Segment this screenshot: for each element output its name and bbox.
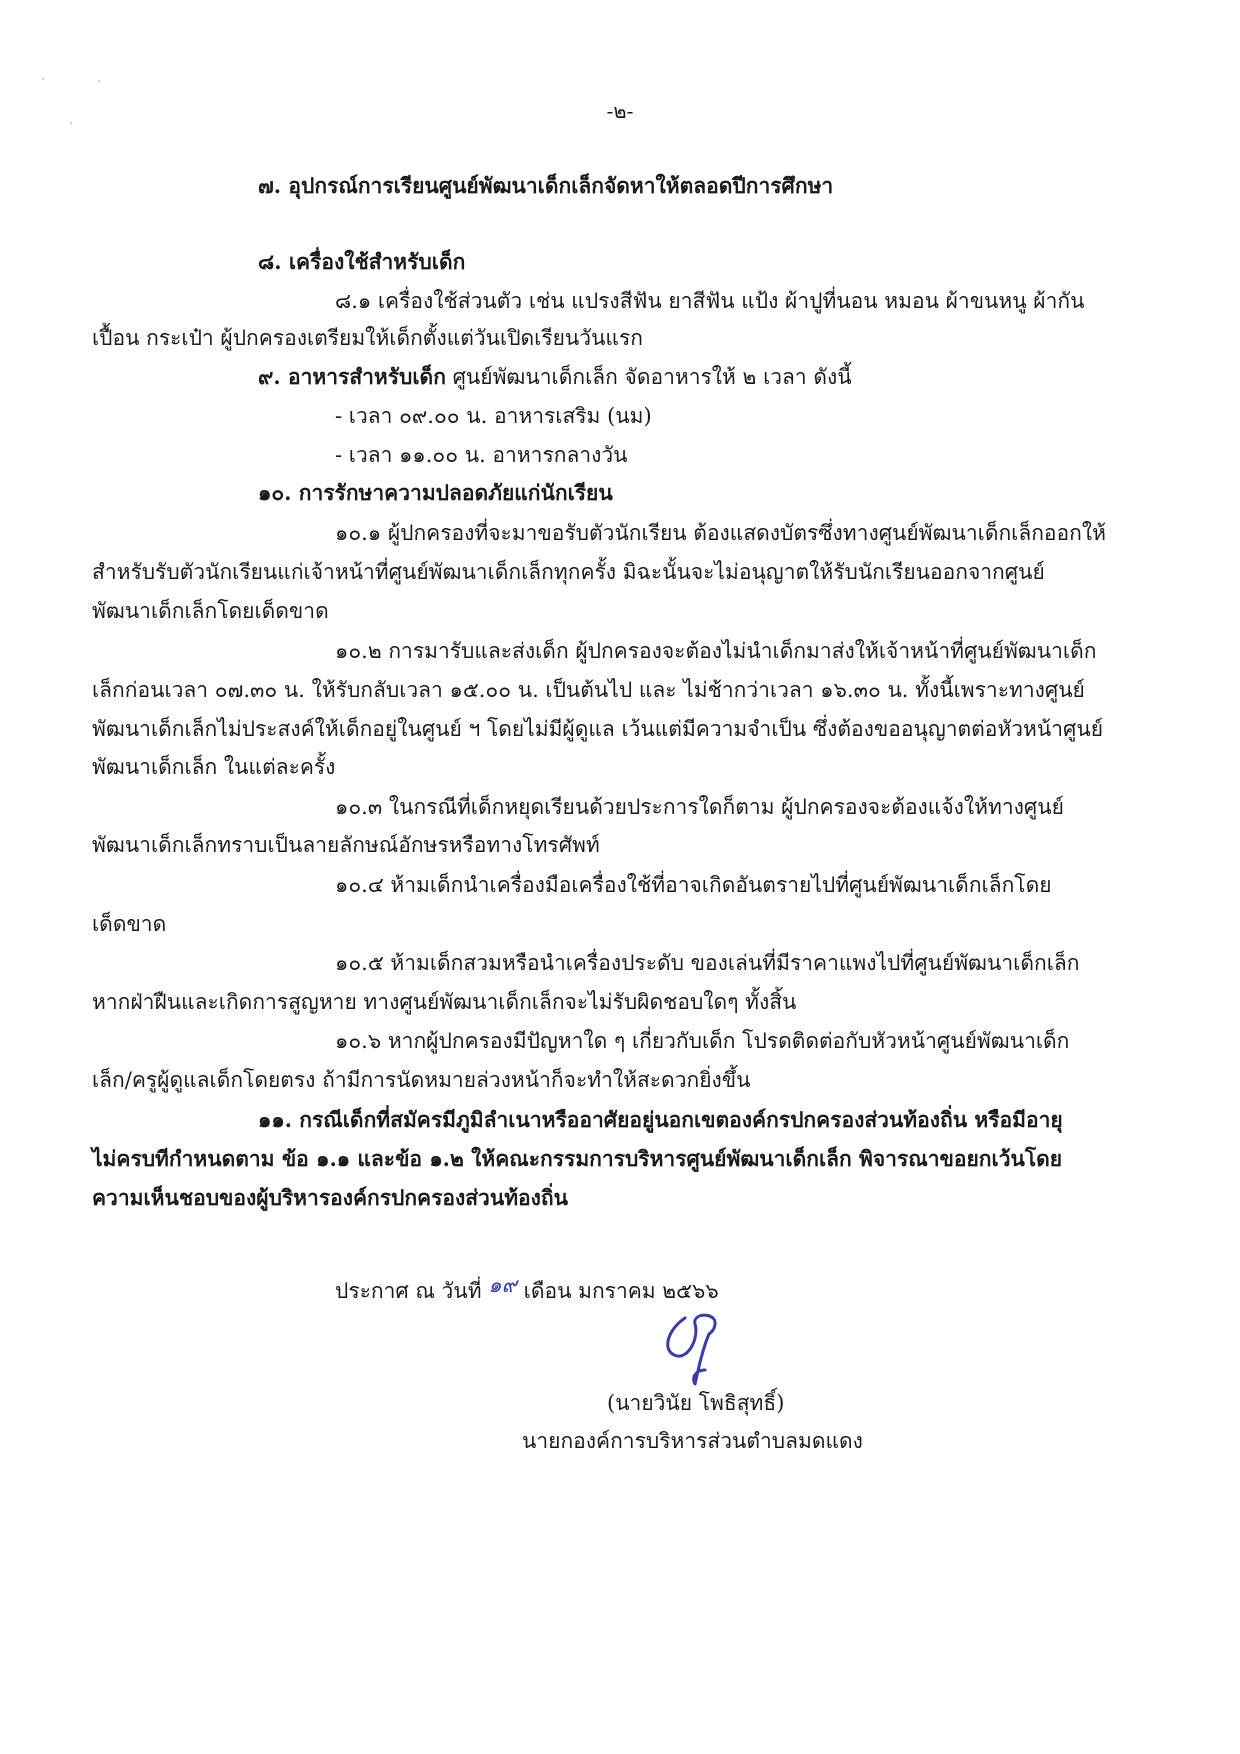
section-11-line-3: ความเห็นชอบของผู้บริหารองค์กรปกครองส่วนท้องถิ่น <box>92 1185 568 1210</box>
scan-speck <box>42 78 44 80</box>
section-10-5-line-2: หากฝ่าฝืนและเกิดการสูญหาย ทางศูนย์พัฒนาเด็กเล็กจะไม่รับผิดชอบใดๆ ทั้งสิ้น <box>92 990 797 1014</box>
section-9-title: ๙. อาหารสำหรับเด็ก <box>258 364 446 389</box>
signer-position: นายกองค์การบริหารส่วนตำบลมดแดง <box>522 1429 863 1453</box>
section-10-3-line-2: พัฒนาเด็กเล็กทราบเป็นลายลักษณ์อักษรหรือทางโทรศัพท์ <box>92 833 600 857</box>
section-10-3-line-1: ๑๐.๓ ในกรณีที่เด็กหยุดเรียนด้วยประการใดก็ตาม ผู้ปกครองจะต้องแจ้งให้ทางศูนย์ <box>335 795 1064 819</box>
section-10-2-line-3: พัฒนาเด็กเล็กไม่ประสงค์ให้เด็กอยู่ในศูนย์ ฯ โดยไม่มีผู้ดูแล เว้นแต่มีความจำเป็น ซึ่งต้องขออนุญาตต่อหัวหน้าศูนย์ <box>92 717 1104 741</box>
page-number: -๒- <box>606 99 634 123</box>
section-7-title: ๗. อุปกรณ์การเรียนศูนย์พัฒนาเด็กเล็กจัดหาให้ตลอดปีการศึกษา <box>258 173 834 198</box>
signature-image <box>655 1290 745 1390</box>
section-8-1-line-1: ๘.๑ เครื่องใช้ส่วนตัว เช่น แปรงสีฟัน ยาสีฟัน แป้ง ผ้าปูที่นอน หมอน ผ้าขนหนู ผ้ากัน <box>335 289 1085 313</box>
section-10-4-line-1: ๑๐.๔ ห้ามเด็กนำเครื่องมือเครื่องใช้ที่อาจเกิดอันตรายไปที่ศูนย์พัฒนาเด็กเล็กโดย <box>335 873 1052 897</box>
section-10-2-line-2: เล็กก่อนเวลา ๐๗.๓๐ น. ให้รับกลับเวลา ๑๕.๐๐ น. เป็นต้นไป และ ไม่ช้ากว่าเวลา ๑๖.๓๐ น. ทั้งนี้เพราะทางศูนย์ <box>92 678 1085 702</box>
announcement-suffix: เดือน มกราคม ๒๕๖๖ <box>523 1279 719 1303</box>
section-10-4-line-2: เด็ดขาด <box>92 912 167 936</box>
announcement-prefix: ประกาศ ณ วันที่ <box>335 1279 482 1303</box>
section-10-6-line-1: ๑๐.๖ หากผู้ปกครองมีปัญหาใด ๆ เกี่ยวกับเด็ก โปรดติดต่อกับหัวหน้าศูนย์พัฒนาเด็ก <box>335 1029 1070 1053</box>
section-10-6-line-2: เล็ก/ครูผู้ดูแลเด็กโดยตรง ถ้ามีการนัดหมายล่วงหน้าก็จะทำให้สะดวกยิ่งขึ้น <box>92 1068 751 1092</box>
section-10-5-line-1: ๑๐.๕ ห้ามเด็กสวมหรือนำเครื่องประดับ ของเล่นที่มีราคาแพงไปที่ศูนย์พัฒนาเด็กเล็ก <box>335 951 1080 975</box>
announcement-day: ๑๙ <box>488 1273 517 1297</box>
section-10-1-line-1: ๑๐.๑ ผู้ปกครองที่จะมาขอรับตัวนักเรียน ต้องแสดงบัตรซึ่งทางศูนย์พัฒนาเด็กเล็กออกให้ <box>335 521 1106 545</box>
section-10-title: ๑๐. การรักษาความปลอดภัยแก่นักเรียน <box>258 480 613 505</box>
scan-speck <box>98 80 100 82</box>
section-11-line-2: ไม่ครบทีกำหนดตาม ข้อ ๑.๑ และข้อ ๑.๒ ให้คณะกรรมการบริหารศูนย์พัฒนาเด็กเล็ก พิจารณาขอยกเว้นโดย <box>92 1146 1063 1171</box>
section-11-line-1: ๑๑. กรณีเด็กที่สมัครมีภูมิลำเนาหรืออาศัยอยู่นอกเขตองค์กรปกครองส่วนท้องถิ่น หรือมีอายุ <box>258 1107 1063 1132</box>
signer-name: (นายวินัย โพธิสุทธิ์) <box>607 1391 785 1415</box>
meal-time-2: - เวลา ๑๑.๐๐ น. อาหารกลางวัน <box>335 443 628 467</box>
section-10-1-line-3: พัฒนาเด็กเล็กโดยเด็ดขาด <box>92 599 329 623</box>
section-8-1-line-2: เปื้อน กระเป๋า ผู้ปกครองเตรียมให้เด็กตั้งแต่วันเปิดเรียนวันแรก <box>92 326 643 350</box>
section-10-1-line-2: สำหรับรับตัวนักเรียนแก่เจ้าหน้าที่ศูนย์พัฒนาเด็กเล็กทุกครั้ง มิฉะนั้นจะไม่อนุญาตให้รับนักเรียนออกจากศูนย์ <box>92 560 1045 584</box>
section-9-text: ศูนย์พัฒนาเด็กเล็ก จัดอาหารให้ ๒ เวลา ดังนี้ <box>445 365 852 389</box>
meal-time-1: - เวลา ๐๙.๐๐ น. อาหารเสริม (นม) <box>335 404 652 428</box>
section-10-2-line-4: พัฒนาเด็กเล็ก ในแต่ละครั้ง <box>92 755 336 779</box>
section-9-heading <box>258 362 852 392</box>
section-10-2-line-1: ๑๐.๒ การมารับและส่งเด็ก ผู้ปกครองจะต้องไม่นำเด็กมาส่งให้เจ้าหน้าที่ศูนย์พัฒนาเด็ก <box>335 639 1097 663</box>
section-8-title: ๘. เครื่องใช้สำหรับเด็ก <box>258 249 466 274</box>
